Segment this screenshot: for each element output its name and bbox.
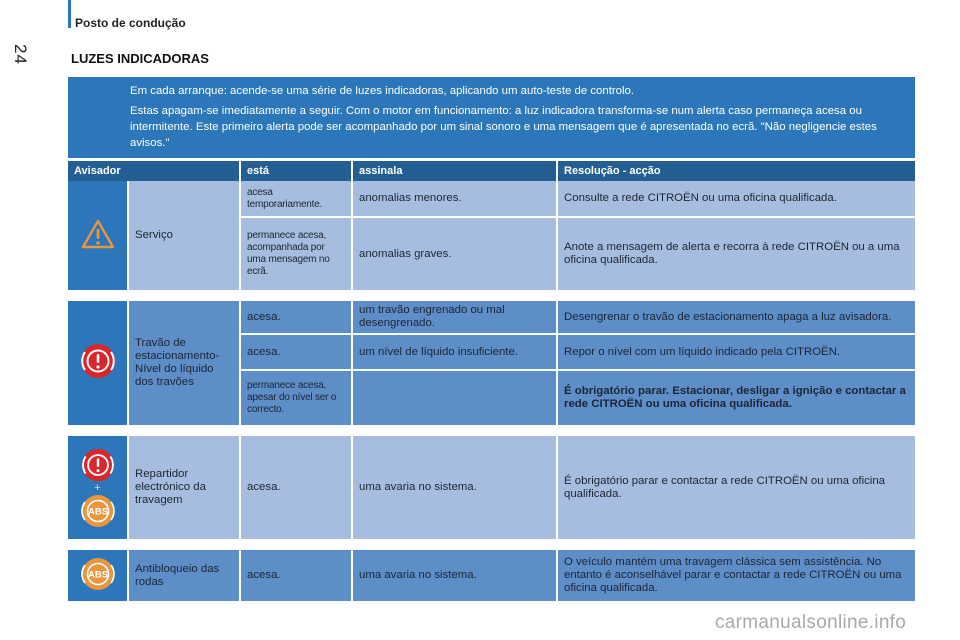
intro-box [68,77,915,158]
page-title: LUZES INDICADORAS [71,51,209,66]
signal-cell: uma avaria no sistema. [352,550,557,602]
table-row [68,436,915,540]
state-cell: permanece acesa, acompanhada por uma mensagem no ecrã. [240,217,352,291]
page-edge-bar [68,0,71,28]
table-row [68,181,915,217]
icon-cell-service [68,181,128,291]
header-resolucao: Resolução - acção [557,161,915,181]
table-row [68,550,915,602]
header-avisador: Avisador [68,161,240,181]
header-esta: está [240,161,352,181]
brake-warning-icon [79,342,117,380]
abs-icon [78,556,118,592]
signal-cell: anomalias menores. [352,181,557,217]
state-cell: permanece acesa, apesar do nível ser o correcto. [240,370,352,426]
watermark: carmanualsonline.info [715,612,907,633]
page-number: 24 [11,44,30,65]
warning-triangle-icon [81,219,115,249]
indicator-name-ebd: Repartidor electrónico da travagem [128,436,240,540]
state-cell: acesa. [240,550,352,602]
action-cell: O veículo mantém uma travagem clássica sem assistência. No entanto é aconselhável parar e contactar a rede CITROËN ou uma oficina qualificada. [557,550,915,602]
indicator-table [68,161,915,603]
signal-cell: um travão engrenado ou mal desengrenado. [352,301,557,334]
abs-label: ABS [87,569,108,580]
signal-cell: anomalias graves. [352,217,557,291]
action-cell: É obrigatório parar e contactar a rede CITROËN ou uma oficina qualificada. [557,436,915,540]
table-row [68,301,915,334]
state-cell: acesa. [240,436,352,540]
icon-cell-abs [68,550,128,602]
section-header: Posto de condução [75,16,186,30]
indicator-name-service: Serviço [128,181,240,291]
action-cell: Desengrenar o travão de estacionamento apaga a luz avisadora. [557,301,915,334]
header-assinala: assinala [352,161,557,181]
icon-cell-brake [68,301,128,426]
intro-line-2: Estas apagam-se imediatamente a seguir. Com o motor em funcionamento: a luz indicadora transforma-se num alerta caso permaneça acesa ou intermitente. Este primeiro alerta pode ser acompanhado por um sinal sonoro e uma mensagem que é apresentada no ecrã. "Não negligencie estes avisos." [130,105,877,149]
state-cell: acesa. [240,334,352,370]
action-cell: Repor o nível com um líquido indicado pela CITROËN. [557,334,915,370]
signal-cell: um nível de líquido insuficiente. [352,334,557,370]
indicator-name-brake: Travão de estacionamento- Nível do líquido dos travões [128,301,240,426]
signal-cell: uma avaria no sistema. [352,436,557,540]
action-cell: É obrigatório parar. Estacionar, desligar a ignição e contactar a rede CITROËN ou uma oficina qualificada. [557,370,915,426]
intro-line-1: Em cada arranque: acende-se uma série de luzes indicadoras, aplicando um auto-teste de controlo. [130,85,635,97]
action-cell: Consulte a rede CITROËN ou uma oficina qualificada. [557,181,915,217]
plus-sign: + [94,481,101,494]
abs-label: ABS [87,506,108,517]
action-cell: Anote a mensagem de alerta e recorra à rede CITROËN ou a uma oficina qualificada. [557,217,915,291]
brake-warning-icon [80,447,116,483]
signal-cell [352,370,557,426]
indicator-name-abs: Antibloqueio das rodas [128,550,240,602]
state-cell: acesa. [240,301,352,334]
abs-icon [78,493,118,529]
table-header-row [68,161,915,181]
icon-cell-ebd [68,436,128,540]
state-cell: acesa temporariamente. [240,181,352,217]
